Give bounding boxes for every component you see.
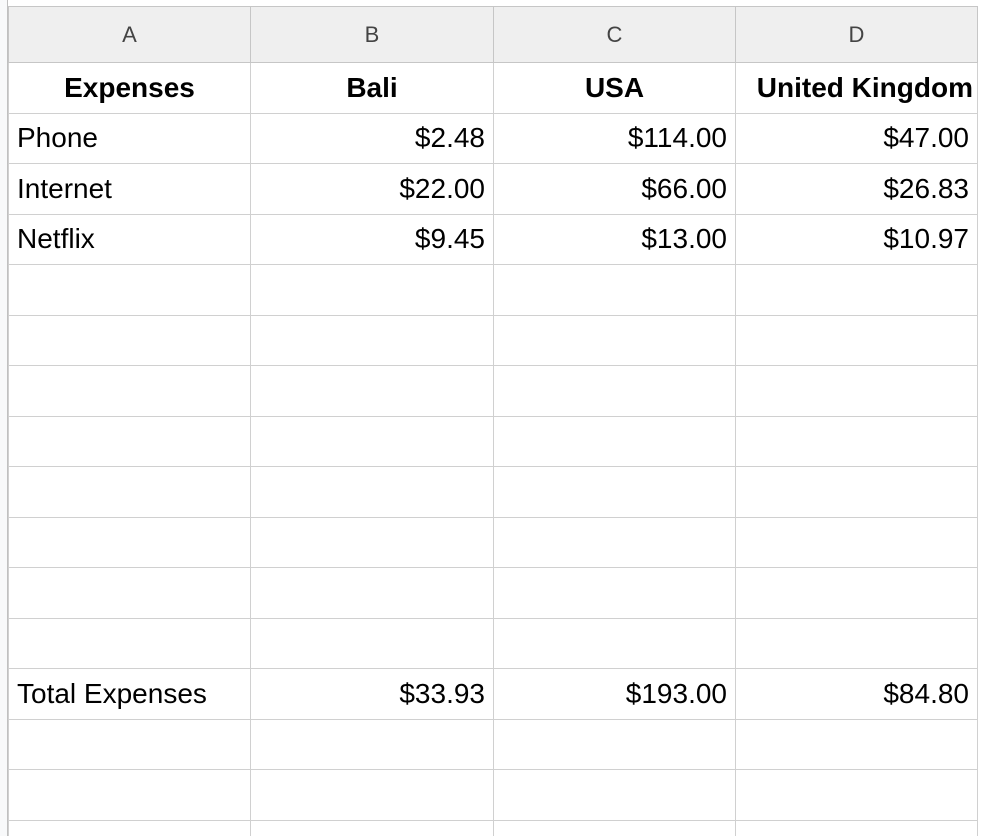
- empty-cell[interactable]: [9, 568, 251, 619]
- cell-total-expenses-label[interactable]: Total Expenses: [9, 669, 251, 720]
- empty-cell[interactable]: [494, 568, 736, 619]
- empty-cell[interactable]: [251, 517, 494, 568]
- table-row: [9, 214, 978, 265]
- cell-uk-value[interactable]: $26.83: [736, 164, 978, 215]
- empty-cell[interactable]: [9, 366, 251, 417]
- column-header-b[interactable]: B: [251, 7, 494, 63]
- empty-cell[interactable]: [494, 820, 736, 836]
- empty-row: [9, 366, 978, 417]
- empty-cell[interactable]: [9, 315, 251, 366]
- empty-row: [9, 770, 978, 821]
- empty-cell[interactable]: [494, 265, 736, 316]
- table-row: [9, 164, 978, 215]
- empty-row: [9, 568, 978, 619]
- empty-cell[interactable]: [494, 416, 736, 467]
- empty-cell[interactable]: [251, 719, 494, 770]
- totals-row: [9, 669, 978, 720]
- cell-uk-value[interactable]: $10.97: [736, 214, 978, 265]
- empty-cell[interactable]: [736, 517, 978, 568]
- empty-row: [9, 820, 978, 836]
- empty-cell[interactable]: [736, 416, 978, 467]
- empty-cell[interactable]: [251, 416, 494, 467]
- column-header-d[interactable]: D: [736, 7, 978, 63]
- cell-uk-value[interactable]: $47.00: [736, 113, 978, 164]
- cell-uk-total[interactable]: $84.80: [736, 669, 978, 720]
- empty-row: [9, 517, 978, 568]
- empty-cell[interactable]: [9, 618, 251, 669]
- cell-a1-expenses-header[interactable]: Expenses: [9, 63, 251, 114]
- empty-cell[interactable]: [736, 467, 978, 518]
- empty-cell[interactable]: [9, 517, 251, 568]
- cell-usa-value[interactable]: $114.00: [494, 113, 736, 164]
- empty-cell[interactable]: [494, 517, 736, 568]
- cell-table: [8, 6, 978, 836]
- empty-row: [9, 618, 978, 669]
- empty-cell[interactable]: [494, 618, 736, 669]
- column-header-a[interactable]: A: [9, 7, 251, 63]
- cell-expense-label[interactable]: Netflix: [9, 214, 251, 265]
- cell-c1-usa-header[interactable]: USA: [494, 63, 736, 114]
- empty-cell[interactable]: [494, 770, 736, 821]
- empty-cell[interactable]: [9, 265, 251, 316]
- column-header-c[interactable]: C: [494, 7, 736, 63]
- empty-cell[interactable]: [251, 770, 494, 821]
- empty-row: [9, 315, 978, 366]
- empty-cell[interactable]: [251, 315, 494, 366]
- empty-cell[interactable]: [736, 770, 978, 821]
- table-row: [9, 113, 978, 164]
- empty-cell[interactable]: [736, 719, 978, 770]
- cell-usa-value[interactable]: $13.00: [494, 214, 736, 265]
- cell-d1-uk-header[interactable]: United Kingdom: [736, 63, 978, 114]
- empty-cell[interactable]: [494, 719, 736, 770]
- table-header-row: [9, 63, 978, 114]
- cell-usa-value[interactable]: $66.00: [494, 164, 736, 215]
- cell-bali-value[interactable]: $22.00: [251, 164, 494, 215]
- empty-cell[interactable]: [494, 315, 736, 366]
- empty-cell[interactable]: [251, 820, 494, 836]
- empty-row: [9, 416, 978, 467]
- empty-cell[interactable]: [9, 820, 251, 836]
- empty-cell[interactable]: [736, 265, 978, 316]
- empty-cell[interactable]: [736, 315, 978, 366]
- empty-cell[interactable]: [736, 820, 978, 836]
- empty-cell[interactable]: [9, 719, 251, 770]
- empty-cell[interactable]: [736, 366, 978, 417]
- cell-expense-label[interactable]: Internet: [9, 164, 251, 215]
- row-header-gutter[interactable]: [0, 0, 8, 836]
- cell-expense-label[interactable]: Phone: [9, 113, 251, 164]
- cell-b1-bali-header[interactable]: Bali: [251, 63, 494, 114]
- empty-cell[interactable]: [251, 366, 494, 417]
- empty-row: [9, 265, 978, 316]
- empty-cell[interactable]: [251, 467, 494, 518]
- empty-cell[interactable]: [494, 467, 736, 518]
- empty-cell[interactable]: [9, 770, 251, 821]
- empty-cell[interactable]: [736, 618, 978, 669]
- empty-cell[interactable]: [494, 366, 736, 417]
- column-header-row: [9, 7, 978, 63]
- empty-row: [9, 719, 978, 770]
- empty-cell[interactable]: [251, 265, 494, 316]
- empty-row: [9, 467, 978, 518]
- cell-bali-value[interactable]: $9.45: [251, 214, 494, 265]
- empty-cell[interactable]: [251, 568, 494, 619]
- empty-cell[interactable]: [9, 467, 251, 518]
- cell-bali-value[interactable]: $2.48: [251, 113, 494, 164]
- cell-usa-total[interactable]: $193.00: [494, 669, 736, 720]
- cell-bali-total[interactable]: $33.93: [251, 669, 494, 720]
- empty-cell[interactable]: [9, 416, 251, 467]
- empty-cell[interactable]: [251, 618, 494, 669]
- empty-cell[interactable]: [736, 568, 978, 619]
